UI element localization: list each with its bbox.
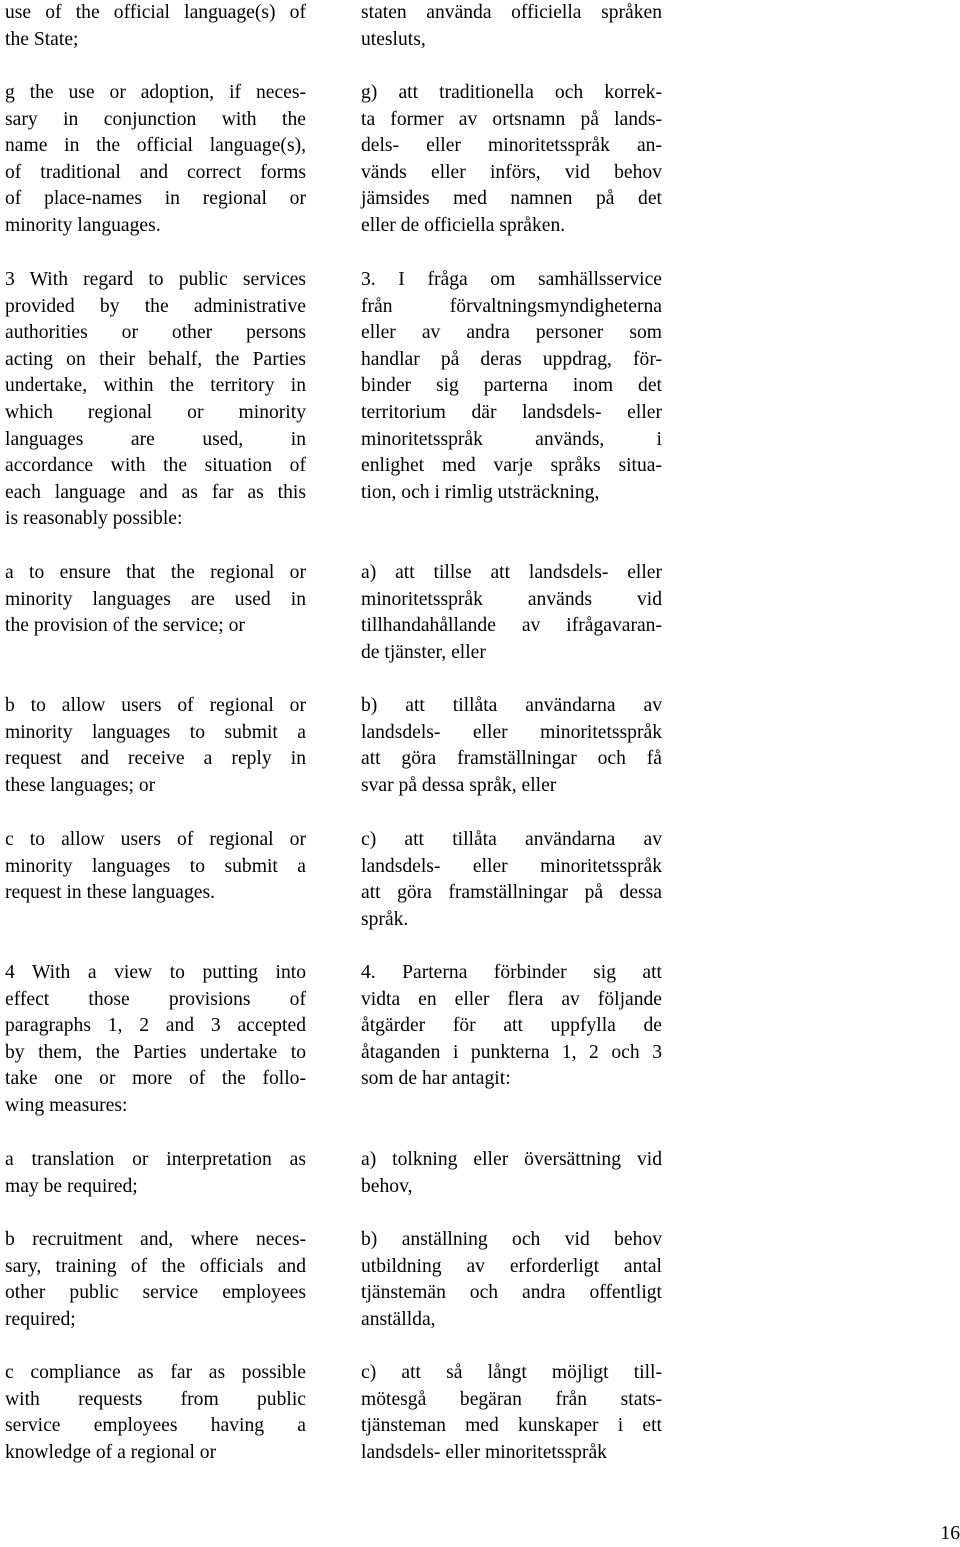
en-para-1 [5,80,306,240]
text-line: 4 With a view to putting into [5,962,306,983]
text-line: with requests from public [5,1388,306,1410]
sv-para-8 [361,1227,662,1333]
en-para-9 [5,1360,306,1466]
text-line: b) att tillåta användarna av [361,695,662,716]
text-line: accordance with the situation of [5,455,306,477]
text-line: b) anställning och vid behov [361,1229,662,1250]
text-line: a) tolkning eller översättning vid [361,1149,662,1170]
text-line: vidta en eller flera av följande [361,988,662,1010]
text-line: required; [5,1308,76,1330]
text-line: the provision of the service; or [5,615,245,637]
text-line: sary, training of the officials and [5,1255,306,1277]
text-line: the State; [5,28,79,50]
text-line: minority languages to submit a [5,721,306,743]
text-line: 3 With regard to public services [5,269,306,290]
text-line: tion, och i rimlig utsträckning, [361,481,600,503]
text-line: tjänsteman med kunskaper i ett [361,1415,662,1437]
text-line: each language and as far as this [5,481,306,503]
text-line: åtaganden i punkterna 1, 2 och 3 [361,1041,662,1063]
text-line: utesluts, [361,28,426,50]
en-para-5 [5,827,306,907]
text-line: wing measures: [5,1094,128,1116]
text-line: vänds eller införs, vid behov [361,161,662,183]
text-line: som de har antagit: [361,1068,511,1090]
text-line: authorities or other persons [5,322,306,344]
text-line: enlighet med varje språks situa- [361,455,662,477]
text-line: 3. I fråga om samhällsservice [361,269,662,290]
sv-para-6 [361,960,662,1093]
text-line: mötesgå begäran från stats- [361,1388,662,1410]
text-line: utbildning av erforderligt antal [361,1255,662,1277]
en-para-6 [5,960,306,1120]
en-para-0 [5,0,306,53]
text-line: may be required; [5,1175,138,1197]
sv-para-0 [361,0,662,53]
text-line: paragraphs 1, 2 and 3 accepted [5,1015,306,1037]
text-line: name in the official language(s), [5,135,306,157]
text-line: eller av andra personer som [361,322,662,344]
text-line: a translation or interpretation as [5,1149,306,1170]
page-number: 16 [940,1523,960,1544]
text-line: de tjänster, eller [361,641,486,663]
text-line: g the use or adoption, if neces- [5,82,306,103]
en-para-7 [5,1147,306,1200]
sv-para-3 [361,560,662,666]
text-line: of traditional and correct forms [5,161,306,183]
en-para-8 [5,1227,306,1333]
text-line: which regional or minority [5,401,306,423]
text-line: c to allow users of regional or [5,829,306,850]
text-line: från förvaltningsmyndigheterna [361,295,662,317]
text-line: 4. Parterna förbinder sig att [361,962,662,983]
sv-para-2 [361,267,662,506]
text-line: handlar på deras uppdrag, för- [361,348,662,370]
text-line: dels- eller minoritetsspråk an- [361,135,662,157]
text-line: is reasonably possible: [5,508,183,530]
text-line: provided by the administrative [5,295,306,317]
en-para-3 [5,560,306,640]
text-line: eller de officiella språken. [361,214,566,236]
sv-para-7 [361,1147,662,1200]
text-line: ta former av ortsnamn på lands- [361,108,662,130]
text-line: languages are used, in [5,428,306,450]
text-line: c compliance as far as possible [5,1362,306,1383]
text-line: anställda, [361,1308,436,1330]
text-line: minority languages are used in [5,588,306,610]
text-line: a) att tillse att landsdels- eller [361,562,662,583]
text-line: undertake, within the territory in [5,375,306,397]
text-line: g) att traditionella och korrek- [361,82,662,103]
text-line: sary in conjunction with the [5,108,306,130]
text-line: att göra framställningar och få [361,748,662,770]
text-line: språk. [361,908,409,930]
text-line: landsdels- eller minoritetsspråk [361,855,662,877]
text-line: other public service employees [5,1282,306,1304]
text-line: minoritetsspråk används, i [361,428,662,450]
text-line: minoritetsspråk används vid [361,588,662,610]
text-line: c) att så långt möjligt till- [361,1362,662,1383]
en-para-2 [5,267,306,533]
text-line: service employees having a [5,1415,306,1437]
text-line: svar på dessa språk, eller [361,774,557,796]
sv-para-1 [361,80,662,240]
text-line: jämsides med namnen på det [361,188,662,210]
text-line: acting on their behalf, the Parties [5,348,306,370]
text-line: binder sig parterna inom det [361,375,662,397]
text-line: att göra framställningar på dessa [361,882,662,904]
text-line: of place-names in regional or [5,188,306,210]
text-line: åtgärder för att uppfylla de [361,1015,662,1037]
text-line: minority languages to submit a [5,855,306,877]
text-line: knowledge of a regional or [5,1441,217,1463]
text-line: request and receive a reply in [5,748,306,770]
text-line: use of the official language(s) of [5,2,306,23]
text-line: landsdels- eller minoritetsspråk [361,721,662,743]
text-line: minority languages. [5,214,161,236]
text-line: these languages; or [5,774,156,796]
text-line: staten använda officiella språken [361,2,662,23]
text-line: behov, [361,1175,413,1197]
sv-para-5 [361,827,662,933]
text-line: take one or more of the follo- [5,1068,306,1090]
en-para-4 [5,693,306,799]
text-line: territorium där landsdels- eller [361,401,662,423]
sv-para-9 [361,1360,662,1466]
text-line: b recruitment and, where neces- [5,1229,306,1250]
sv-para-4 [361,693,662,799]
text-line: tillhandahållande av ifrågavaran- [361,615,662,637]
text-line: request in these languages. [5,882,216,904]
text-line: a to ensure that the regional or [5,562,306,583]
text-line: landsdels- eller minoritetsspråk [361,1441,607,1463]
text-line: effect those provisions of [5,988,306,1010]
text-line: c) att tillåta användarna av [361,829,662,850]
text-line: b to allow users of regional or [5,695,306,716]
text-line: by them, the Parties undertake to [5,1041,306,1063]
text-line: tjänstemän och andra offentligt [361,1282,662,1304]
